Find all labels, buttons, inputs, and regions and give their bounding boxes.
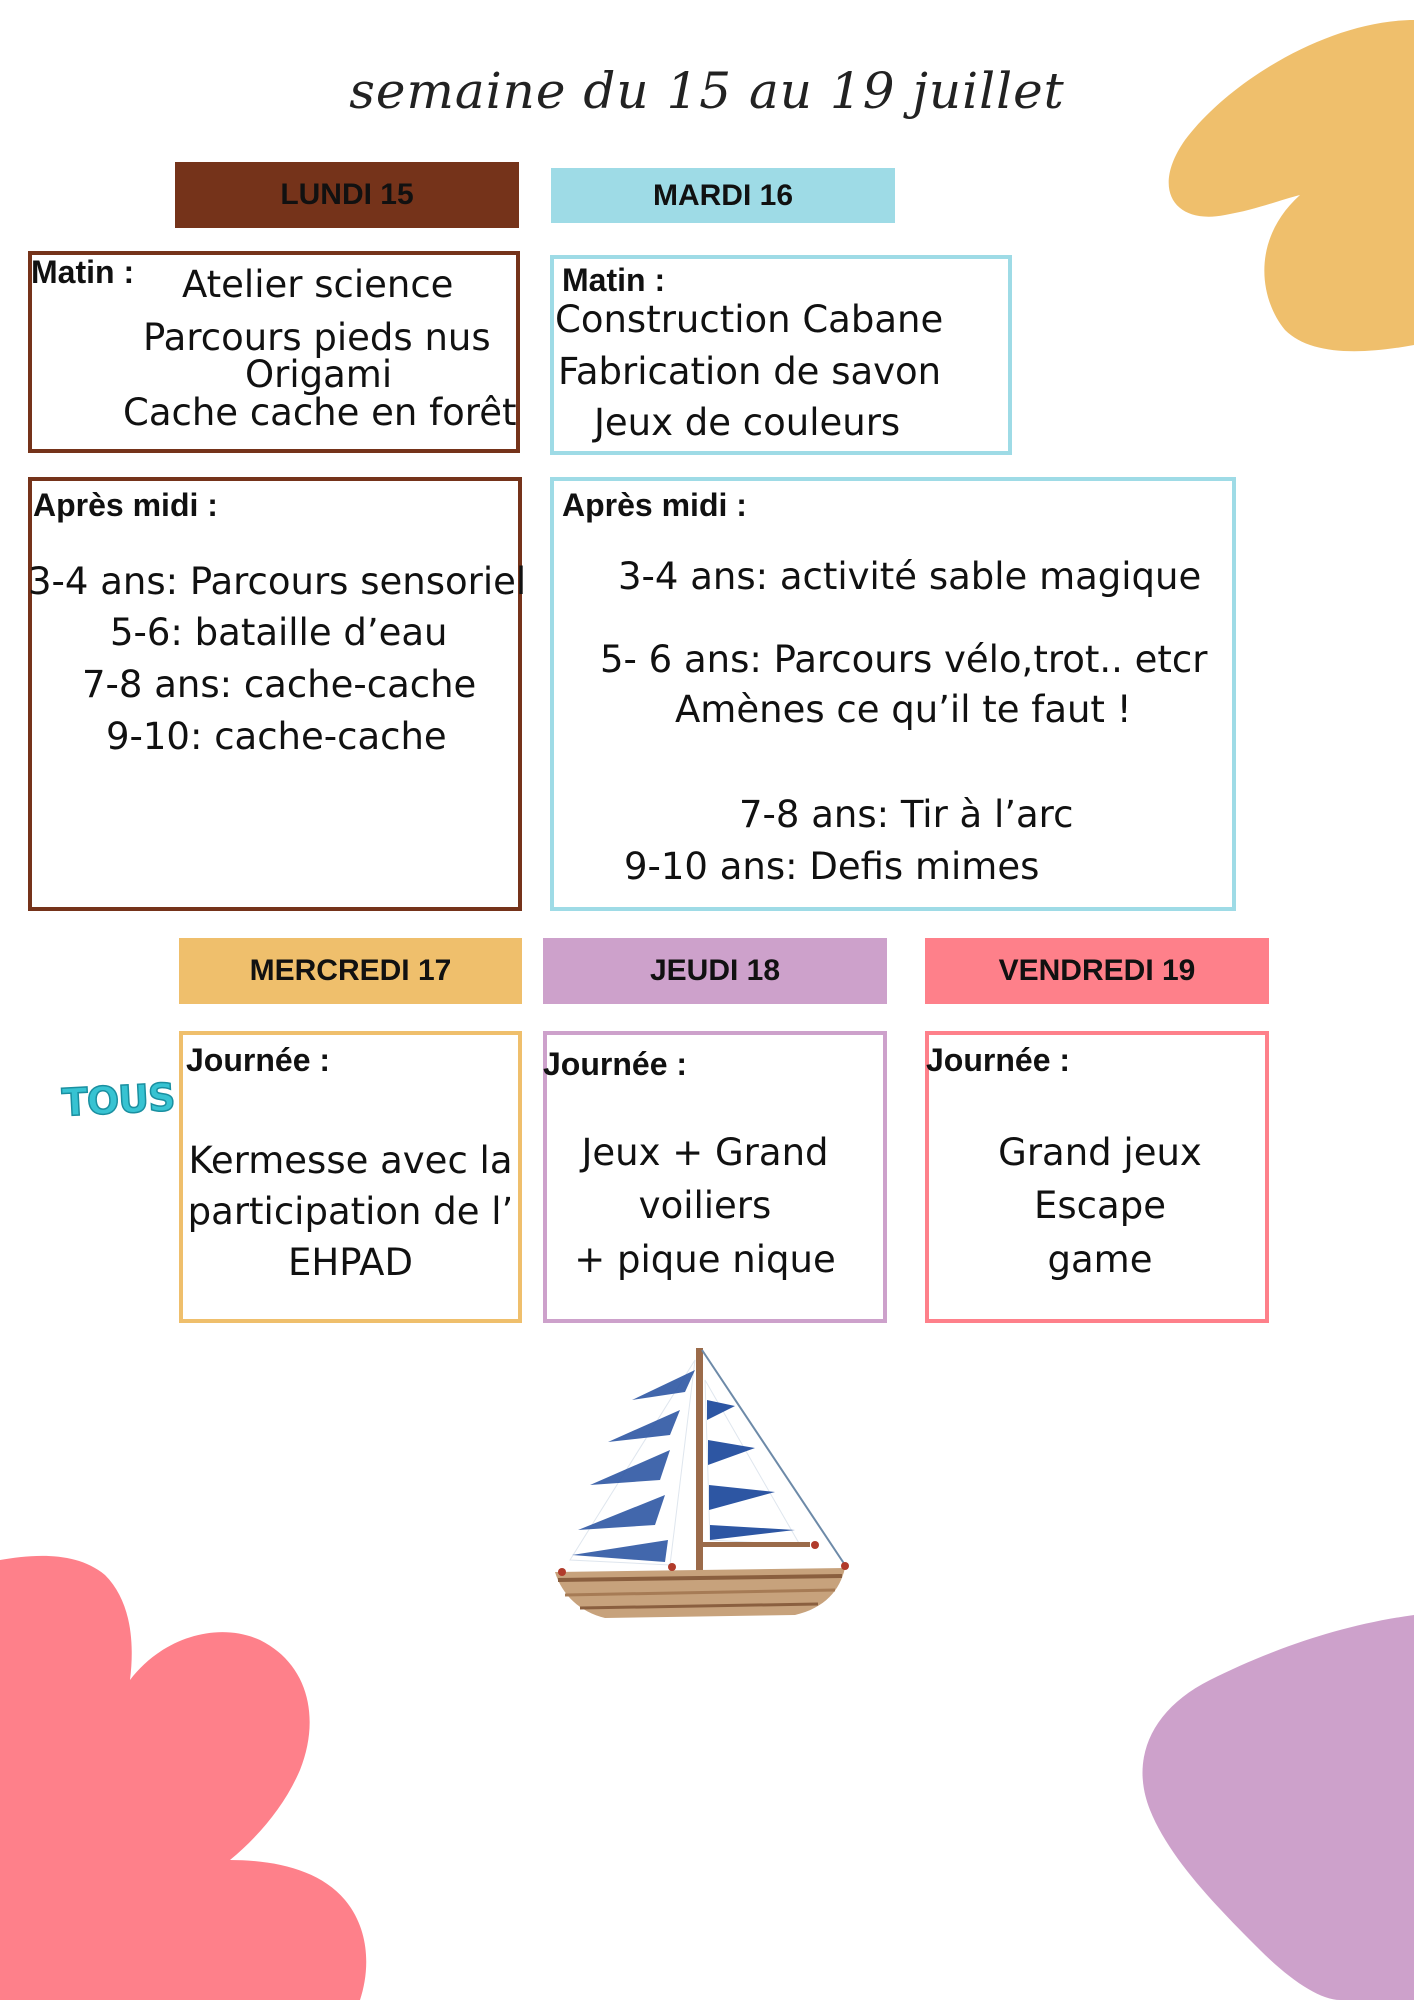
activity-item: game <box>1047 1238 1153 1281</box>
matin-label: Matin : <box>562 262 666 298</box>
activity-item: Fabrication de savon <box>558 350 942 393</box>
pink-flower <box>0 1556 366 2000</box>
purple-blob <box>1143 1615 1414 2000</box>
activity-item: participation de l’ <box>187 1190 514 1233</box>
day-header-label: LUNDI 15 <box>280 178 414 211</box>
day-header-label: JEUDI 18 <box>649 954 781 987</box>
activity-item: 9-10 ans: Defis mimes <box>624 845 1040 888</box>
apres-midi-label: Après midi : <box>33 487 218 523</box>
activity-item: voiliers <box>638 1184 772 1227</box>
activity-item: 9-10: cache-cache <box>106 715 447 758</box>
day-header-label: VENDREDI 19 <box>998 954 1196 987</box>
activity-item: 3-4 ans: Parcours sensoriel <box>28 560 527 603</box>
journee-label: Journée : <box>186 1042 331 1078</box>
activity-item: Cache cache en forêt <box>123 391 517 434</box>
day-header-label: MERCREDI 17 <box>249 954 452 987</box>
activity-item: Escape <box>1034 1184 1166 1227</box>
tous-badge: TOUS <box>60 1075 176 1125</box>
activity-item: 7-8 ans: cache-cache <box>82 663 477 706</box>
day-header-mardi <box>551 168 895 223</box>
day-header-mercredi <box>179 938 522 1004</box>
activity-item: 7-8 ans: Tir à l’arc <box>739 793 1074 836</box>
matin-label: Matin : <box>31 254 135 290</box>
activity-item: Origami <box>245 353 393 396</box>
activity-item: Grand jeux <box>998 1131 1202 1174</box>
activity-item: Amènes ce qu’il te faut ! <box>675 688 1132 731</box>
activity-item: 5- 6 ans: Parcours vélo,trot.. etcr <box>600 638 1208 681</box>
day-header-vendredi <box>925 938 1269 1004</box>
activity-item: Kermesse avec la <box>188 1139 513 1182</box>
activity-item: 3-4 ans: activité sable magique <box>618 555 1202 598</box>
journee-label: Journée : <box>543 1046 688 1082</box>
activity-item: 5-6: bataille d’eau <box>110 611 448 654</box>
page-title: semaine du 15 au 19 juillet <box>349 62 1065 120</box>
activity-item: Jeux de couleurs <box>594 401 901 444</box>
day-header-jeudi <box>543 938 887 1004</box>
activity-item: + pique nique <box>574 1238 836 1281</box>
day-header-lundi <box>175 162 519 228</box>
activity-item: Jeux + Grand <box>581 1131 829 1174</box>
journee-label: Journée : <box>926 1042 1071 1078</box>
sailboat-illustration <box>550 1340 860 1640</box>
activity-item: Construction Cabane <box>555 298 944 341</box>
apres-midi-label: Après midi : <box>562 487 747 523</box>
day-header-label: MARDI 16 <box>652 178 794 212</box>
activity-item: Parcours pieds nus <box>143 316 491 359</box>
activity-item: Atelier science <box>182 263 454 306</box>
activity-item: EHPAD <box>288 1241 413 1284</box>
